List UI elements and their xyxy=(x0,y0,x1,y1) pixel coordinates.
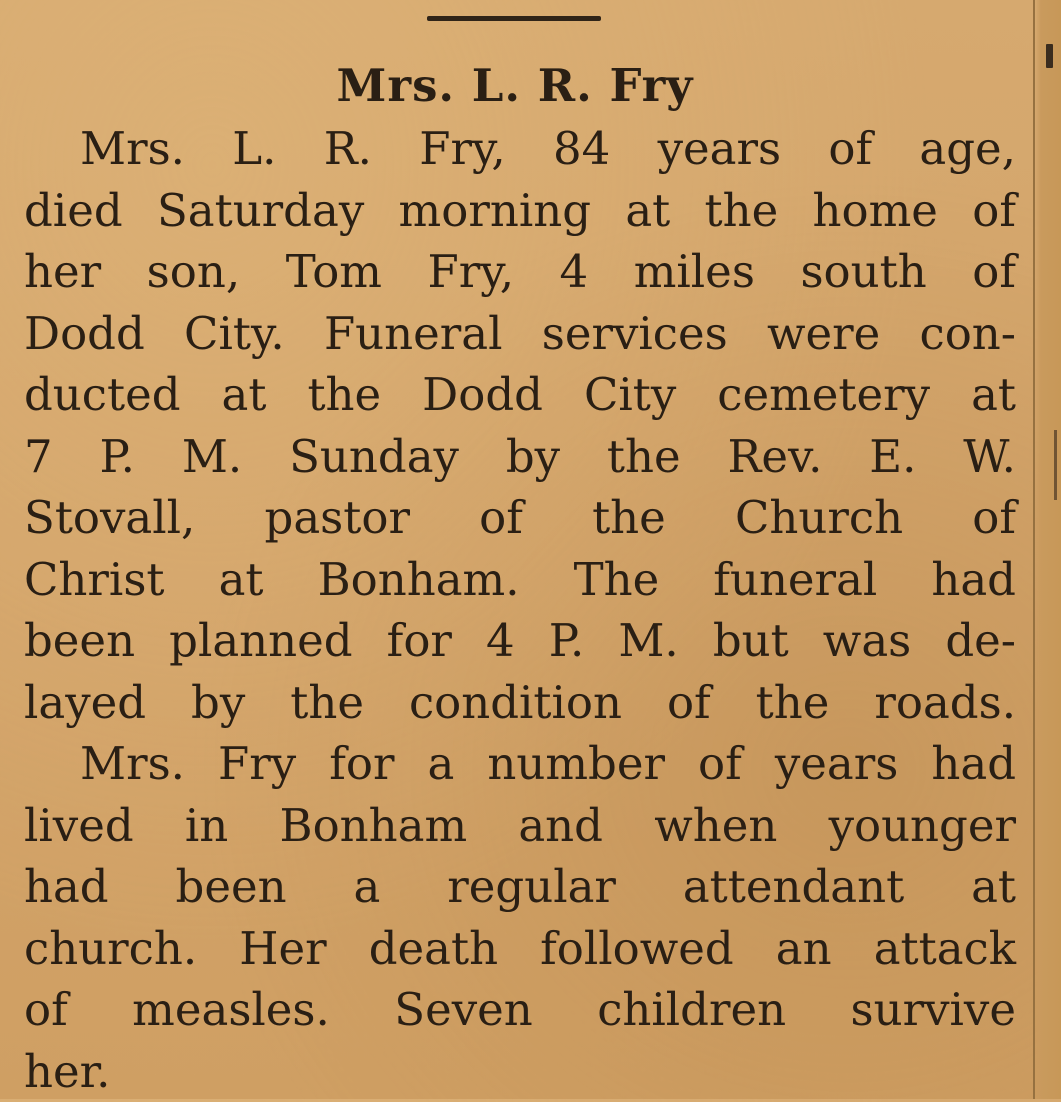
article-line: died Saturday morning at the home of xyxy=(24,180,1016,242)
edge-ink-mark xyxy=(1046,44,1053,68)
article-line: church. Her death followed an attack xyxy=(24,918,1016,980)
top-divider-rule xyxy=(427,16,601,21)
article-line: ducted at the Dodd City cemetery at xyxy=(24,364,1016,426)
article-line: 7 P. M. Sunday by the Rev. E. W. xyxy=(24,426,1016,488)
article-line: of measles. Seven children survive xyxy=(24,979,1016,1041)
article-line: her. xyxy=(24,1041,1016,1102)
article-line: layed by the condition of the roads. xyxy=(24,672,1016,734)
article-line: Mrs. L. R. Fry, 84 years of age, xyxy=(24,118,1016,180)
article-headline: Mrs. L. R. Fry xyxy=(0,56,1030,116)
article-line: Mrs. Fry for a number of years had xyxy=(24,733,1016,795)
article-line: her son, Tom Fry, 4 miles south of xyxy=(24,241,1016,303)
article-line: been planned for 4 P. M. but was de- xyxy=(24,610,1016,672)
column-rule xyxy=(1054,430,1057,500)
article-line: lived in Bonham and when younger xyxy=(24,795,1016,857)
article-line: Stovall, pastor of the Church of xyxy=(24,487,1016,549)
article-line: had been a regular attendant at xyxy=(24,856,1016,918)
article-line: Christ at Bonham. The funeral had xyxy=(24,549,1016,611)
article-body xyxy=(24,118,1016,1102)
adjacent-column-edge xyxy=(1033,0,1061,1099)
article-line: Dodd City. Funeral services were con- xyxy=(24,303,1016,365)
